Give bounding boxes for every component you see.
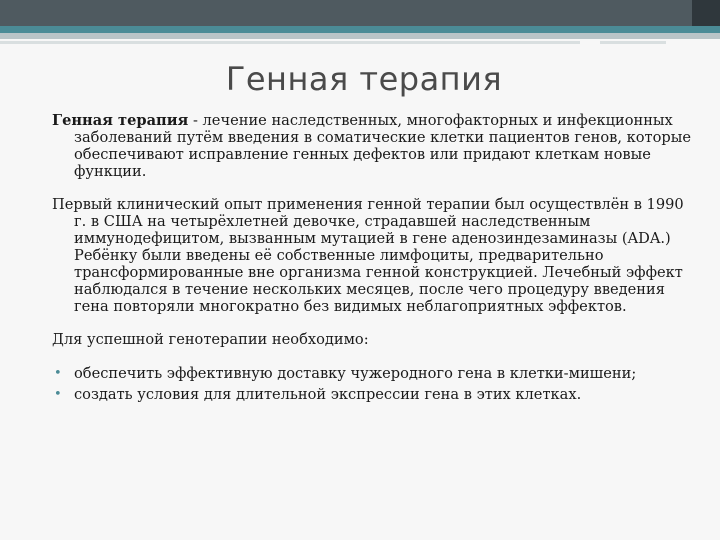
requirements-intro: Для успешной генотерапии необходимо: <box>52 331 369 348</box>
slide-title: Генная терапия <box>225 60 503 98</box>
requirements-list <box>52 365 692 403</box>
requirement-text: создать условия для длительной экспрессии гена в этих клетках. <box>74 386 582 403</box>
header-band <box>0 0 720 26</box>
definition-text: - лечение наследственных, многофакторных и инфекционных заболеваний путём введения в соматические клетки пациентов генов, которые обеспечивают исправление генных дефектов или придают клеткам новые функции. <box>74 112 691 180</box>
accent-stripe-thin-right <box>600 41 666 44</box>
history-paragraph: Первый клинический опыт применения генной терапии был осуществлён в 1990 г. в США на четырёхлетней девочке, страдавшей наследственным иммунодефицитом, вызванным мутацией в гене аденозиндезаминазы (ADA.) Ребёнку были введены её собственные лимфоциты, предварительно трансформированные вне организма генной конструкцией. Лечебный эффект наблюдался в течение нескольких месяцев, после чего процедуру введения гена повторяли многократно без видимых неблагоприятных эффектов. <box>52 196 684 315</box>
definition-paragraph <box>52 112 692 180</box>
list-item <box>52 386 692 403</box>
accent-stripe-grey <box>0 33 720 39</box>
definition-term: Генная терапия <box>52 112 189 129</box>
slide-body <box>52 112 692 407</box>
list-item <box>52 365 692 382</box>
accent-stripe-thin <box>0 41 580 44</box>
bullet-icon: • <box>54 366 62 381</box>
requirement-text: обеспечить эффективную доставку чужеродного гена в клетки-мишени; <box>74 365 637 382</box>
accent-stripe-teal <box>0 26 720 33</box>
bullet-icon: • <box>54 387 62 402</box>
header-band-corner <box>692 0 720 26</box>
